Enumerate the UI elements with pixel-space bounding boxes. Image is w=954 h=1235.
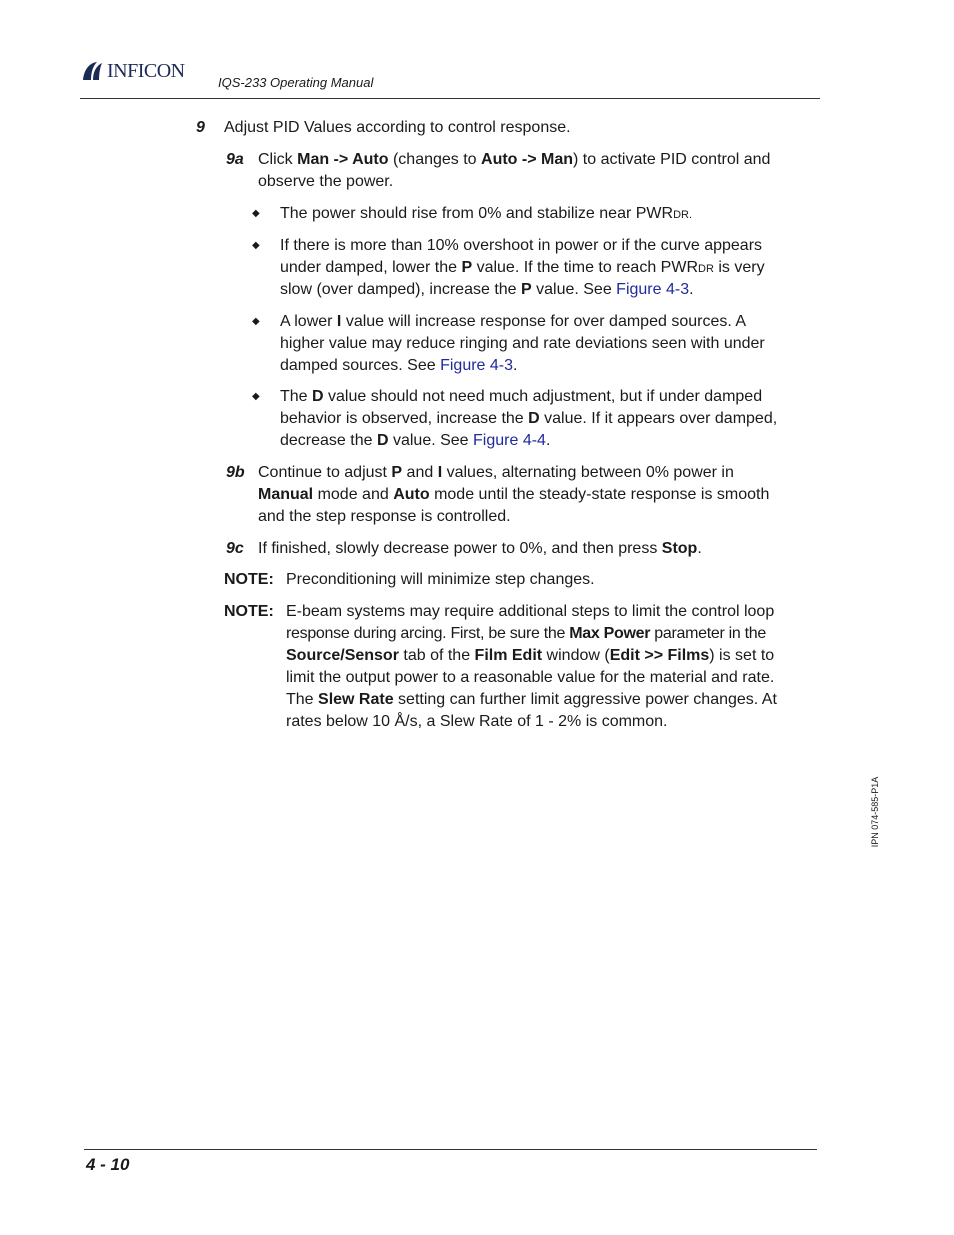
note-2-line-6: rates below 10 Å/s, a Slew Rate of 1 - 2% is common. bbox=[286, 713, 668, 730]
man-auto-button-label: Man -> Auto bbox=[297, 151, 389, 168]
step-9-text: Adjust PID Values according to control response. bbox=[224, 119, 571, 136]
bullet-4-line-3: decrease the D value. See Figure 4-4. bbox=[280, 432, 551, 449]
step-9a-number: 9a bbox=[226, 151, 244, 168]
bullet-1-text: The power should rise from 0% and stabilize near PWRDR. bbox=[280, 205, 693, 222]
inficon-logo-mark-icon bbox=[80, 58, 106, 84]
bullet-icon: ◆ bbox=[252, 208, 260, 219]
step-9b-line-1: Continue to adjust P and I values, alternating between 0% power in bbox=[258, 464, 734, 481]
inficon-logo bbox=[80, 58, 185, 84]
step-9-number: 9 bbox=[196, 119, 205, 136]
step-9a-line-2: observe the power. bbox=[258, 173, 394, 190]
page-number: 4 - 10 bbox=[86, 1155, 130, 1174]
header-rule bbox=[80, 98, 820, 99]
figure-4-3-link[interactable]: Figure 4-3 bbox=[616, 281, 690, 298]
note-label: NOTE: bbox=[224, 571, 274, 588]
footer-rule bbox=[84, 1149, 817, 1150]
step-9c-text: If finished, slowly decrease power to 0%, and then press Stop. bbox=[258, 540, 702, 557]
bullet-icon: ◆ bbox=[252, 391, 260, 402]
note-2-line-2: response during arcing. First, be sure the Max Power parameter in the bbox=[286, 625, 766, 642]
bullet-2-line-1: If there is more than 10% overshoot in power or if the curve appears bbox=[280, 237, 763, 254]
auto-man-button-label: Auto -> Man bbox=[481, 151, 574, 168]
stop-button-label: Stop bbox=[661, 540, 698, 557]
bullet-3-line-1: A lower I value will increase response for over damped sources. A bbox=[280, 313, 747, 330]
step-9b-number: 9b bbox=[226, 464, 245, 481]
document-title: IQS-233 Operating Manual bbox=[218, 75, 374, 90]
note-2-line-5: The Slew Rate setting can further limit aggressive power changes. At bbox=[286, 691, 777, 708]
bullet-4-line-1: The D value should not need much adjustment, but if under damped bbox=[280, 388, 763, 405]
bullet-3-line-2: higher value may reduce ringing and rate deviations seen with under bbox=[280, 335, 765, 352]
note-2-line-1: E-beam systems may require additional steps to limit the control loop bbox=[286, 603, 775, 620]
step-9a-line-1: Click Man -> Auto (changes to Auto -> Man) to activate PID control and bbox=[258, 151, 771, 168]
step-9b-line-3: and the step response is controlled. bbox=[258, 508, 511, 525]
bullet-2-line-3: slow (over damped), increase the P value. See Figure 4-3. bbox=[280, 281, 694, 298]
brand-name: INFICON bbox=[107, 59, 185, 82]
figure-4-3-link[interactable]: Figure 4-3 bbox=[440, 357, 514, 374]
note-2-line-4: limit the output power to a reasonable value for the material and rate. bbox=[286, 669, 775, 686]
bullet-2-line-2: under damped, lower the P value. If the time to reach PWRDR is very bbox=[280, 259, 765, 276]
part-number: IPN 074-585-P1A bbox=[870, 776, 880, 848]
bullet-icon: ◆ bbox=[252, 316, 260, 327]
figure-4-4-link[interactable]: Figure 4-4 bbox=[473, 432, 546, 449]
bullet-icon: ◆ bbox=[252, 240, 260, 251]
note-2-line-3: Source/Sensor tab of the Film Edit window (Edit >> Films) is set to bbox=[286, 647, 775, 664]
step-9c-number: 9c bbox=[226, 540, 244, 557]
bullet-3-line-3: damped sources. See Figure 4-3. bbox=[280, 357, 518, 374]
note-label: NOTE: bbox=[224, 603, 274, 620]
step-9b-line-2: Manual mode and Auto mode until the steady-state response is smooth bbox=[258, 486, 770, 503]
note-1-text: Preconditioning will minimize step changes. bbox=[286, 571, 595, 588]
bullet-4-line-2: behavior is observed, increase the D value. If it appears over damped, bbox=[280, 410, 778, 427]
